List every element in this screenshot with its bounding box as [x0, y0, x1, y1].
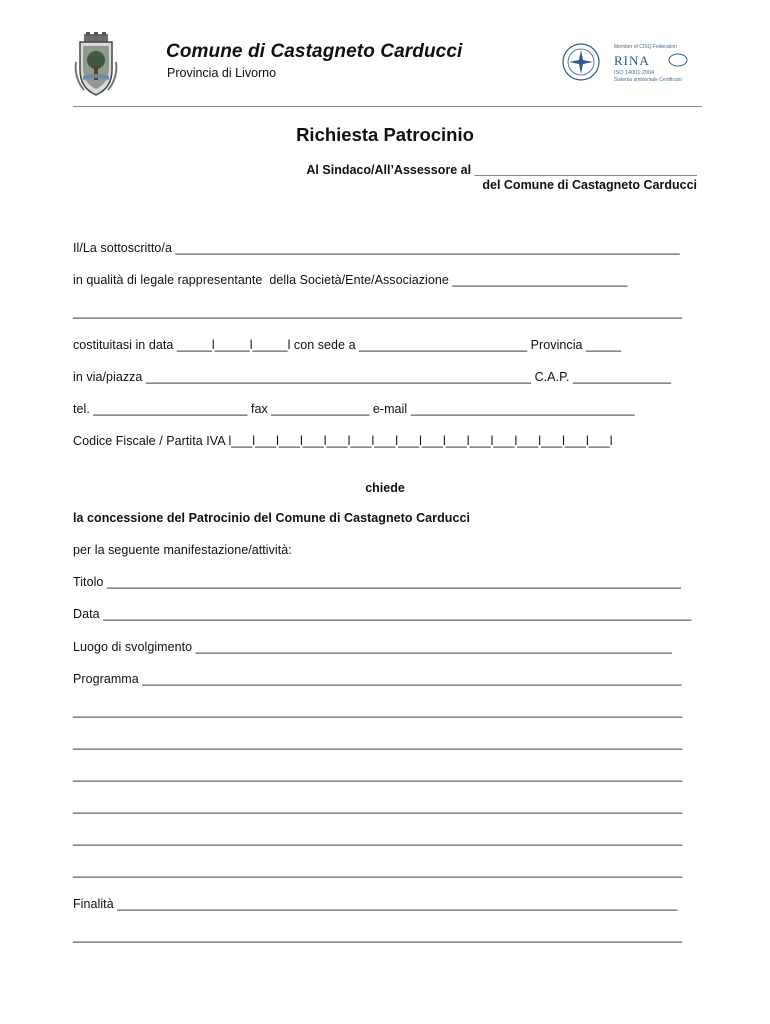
event-place-field[interactable]: Luogo di svolgimento ____________________________________________________________________	[73, 640, 672, 654]
svg-text:RINA: RINA	[614, 53, 650, 68]
phone-fax-email-field[interactable]: tel. ______________________ fax ______________ e-mail ________________________________	[73, 402, 635, 416]
request-verb: chiede	[365, 481, 405, 495]
program-blank-line[interactable]: _______________________________________________________________________________________	[73, 800, 683, 814]
purpose-blank-line[interactable]: _______________________________________________________________________________________	[73, 929, 683, 943]
svg-text:Sistema ambientale Certificato: Sistema ambientale Certificato	[614, 77, 682, 83]
request-subject: la concessione del Patrocinio del Comune di Castagneto Carducci	[73, 511, 470, 525]
street-postal-code-field[interactable]: in via/piazza _______________________________________________________ C.A.P. ______________	[73, 370, 671, 384]
program-blank-line[interactable]: _______________________________________________________________________________________	[73, 704, 683, 718]
event-intro: per la seguente manifestazione/attività:	[73, 543, 292, 557]
program-blank-line[interactable]: _______________________________________________________________________________________	[73, 768, 683, 782]
event-purpose-field[interactable]: Finalità ________________________________________________________________________________	[73, 897, 678, 911]
applicant-name-field[interactable]: Il/La sottoscritto/a ________________________________________________________________________	[73, 241, 680, 255]
event-program-field[interactable]: Programma _____________________________________________________________________________	[73, 672, 682, 686]
municipality-name: Comune di Castagneto Carducci	[166, 41, 463, 62]
program-blank-line[interactable]: _______________________________________________________________________________________	[73, 832, 683, 846]
event-title-field[interactable]: Titolo __________________________________________________________________________________	[73, 575, 682, 589]
province-name: Provincia di Livorno	[167, 66, 277, 80]
founding-date-seat-field[interactable]: costituitasi in data _____l_____l_____l con sede a ________________________ Provincia _____	[73, 338, 622, 352]
program-blank-line[interactable]: _______________________________________________________________________________________	[73, 736, 683, 750]
coat-of-arms-logo	[74, 32, 118, 96]
svg-text:ISO 14001:2004: ISO 14001:2004	[614, 70, 655, 76]
svg-text:Member of CISQ Federation: Member of CISQ Federation	[614, 44, 677, 50]
header-divider	[73, 106, 702, 107]
addressee-municipality: del Comune di Castagneto Carducci	[482, 178, 697, 192]
tax-code-field[interactable]: Codice Fiscale / Partita IVA l___l___l___l___l___l___l___l___l___l___l___l___l___l___l___l___l	[73, 434, 613, 448]
program-blank-line[interactable]: _______________________________________________________________________________________	[73, 864, 683, 878]
organization-continuation-field[interactable]: _______________________________________________________________________________________	[73, 305, 683, 319]
event-date-field[interactable]: Data ____________________________________________________________________________________	[73, 607, 692, 621]
rina-certification-logo	[562, 40, 702, 84]
document-title: Richiesta Patrocinio	[296, 124, 474, 145]
addressee-line[interactable]: Al Sindaco/All’Assessore al ________________________________	[306, 163, 697, 177]
legal-representative-field[interactable]: in qualità di legale rappresentante della Società/Ente/Associazione _________________________	[73, 273, 628, 287]
